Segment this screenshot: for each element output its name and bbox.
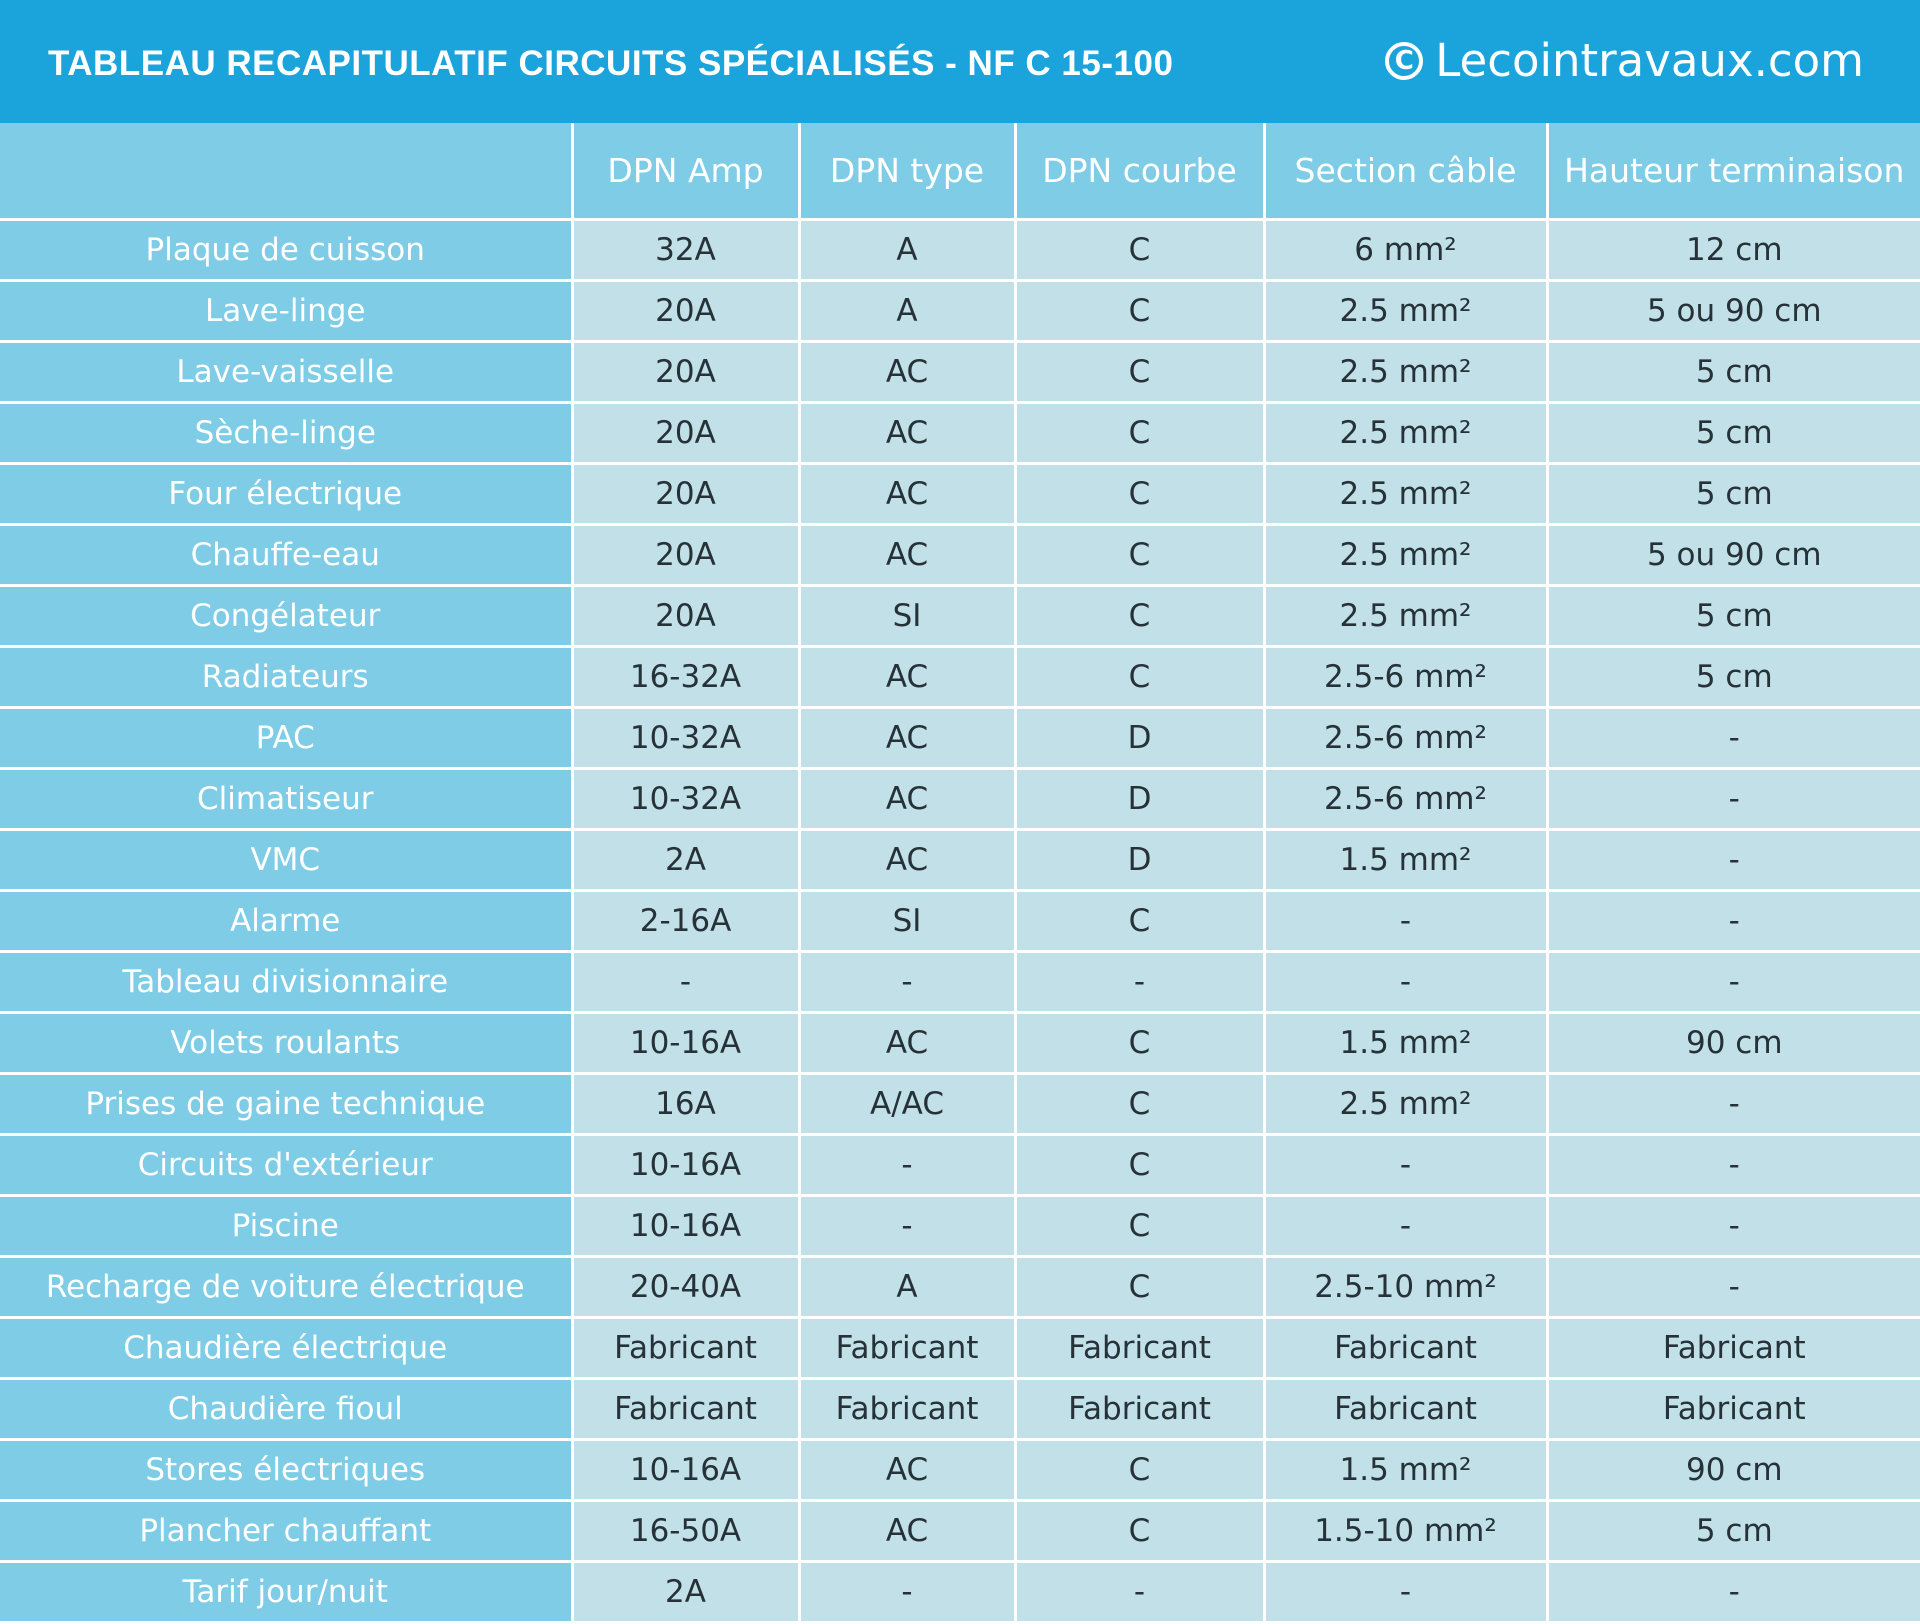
cell-dpn-courbe: C <box>1015 646 1264 707</box>
cell-section-cable: 2.5 mm² <box>1264 280 1547 341</box>
table-row <box>0 1500 1920 1561</box>
row-label: PAC <box>0 707 572 768</box>
table-row <box>0 1195 1920 1256</box>
page-title: TABLEAU RECAPITULATIF CIRCUITS SPÉCIALISÉS - NF C 15-100 <box>48 44 1174 83</box>
row-label: Sèche-linge <box>0 402 572 463</box>
cell-section-cable: Fabricant <box>1264 1317 1547 1378</box>
cell-dpn-type: - <box>799 951 1015 1012</box>
cell-hauteur-terminaison: - <box>1547 951 1920 1012</box>
cell-dpn-amp: 20A <box>572 402 799 463</box>
cell-hauteur-terminaison: 12 cm <box>1547 219 1920 280</box>
cell-dpn-type: SI <box>799 890 1015 951</box>
header-row <box>0 123 1920 219</box>
cell-dpn-courbe: C <box>1015 280 1264 341</box>
table-row <box>0 890 1920 951</box>
cell-dpn-amp: 10-16A <box>572 1195 799 1256</box>
row-label: Tableau divisionnaire <box>0 951 572 1012</box>
cell-dpn-courbe: C <box>1015 1195 1264 1256</box>
cell-dpn-amp: 20A <box>572 585 799 646</box>
table-body <box>0 219 1920 1622</box>
column-header-section-cable: Section câble <box>1264 123 1547 219</box>
cell-section-cable: 2.5 mm² <box>1264 402 1547 463</box>
cell-dpn-courbe: D <box>1015 829 1264 890</box>
cell-section-cable: 2.5 mm² <box>1264 524 1547 585</box>
cell-hauteur-terminaison: 5 cm <box>1547 402 1920 463</box>
cell-hauteur-terminaison: - <box>1547 1134 1920 1195</box>
table-row <box>0 951 1920 1012</box>
cell-hauteur-terminaison: - <box>1547 890 1920 951</box>
cell-dpn-type: - <box>799 1134 1015 1195</box>
cell-hauteur-terminaison: 5 cm <box>1547 463 1920 524</box>
cell-dpn-type: A/AC <box>799 1073 1015 1134</box>
row-label: Prises de gaine technique <box>0 1073 572 1134</box>
cell-section-cable: 1.5 mm² <box>1264 829 1547 890</box>
cell-section-cable: 6 mm² <box>1264 219 1547 280</box>
cell-dpn-amp: Fabricant <box>572 1317 799 1378</box>
cell-dpn-type: AC <box>799 402 1015 463</box>
row-label: Plaque de cuisson <box>0 219 572 280</box>
row-label: VMC <box>0 829 572 890</box>
cell-dpn-courbe: Fabricant <box>1015 1378 1264 1439</box>
table-row <box>0 524 1920 585</box>
row-label: Chaudière électrique <box>0 1317 572 1378</box>
cell-dpn-amp: 2A <box>572 1561 799 1622</box>
table-row <box>0 646 1920 707</box>
cell-hauteur-terminaison: 90 cm <box>1547 1439 1920 1500</box>
cell-dpn-courbe: C <box>1015 1500 1264 1561</box>
cell-hauteur-terminaison: - <box>1547 1073 1920 1134</box>
cell-dpn-type: A <box>799 280 1015 341</box>
row-label: Chauffe-eau <box>0 524 572 585</box>
cell-hauteur-terminaison: 5 ou 90 cm <box>1547 524 1920 585</box>
cell-dpn-amp: 32A <box>572 219 799 280</box>
table-row <box>0 402 1920 463</box>
cell-dpn-courbe: C <box>1015 463 1264 524</box>
cell-section-cable: - <box>1264 951 1547 1012</box>
column-header-dpn-courbe: DPN courbe <box>1015 123 1264 219</box>
row-label: Alarme <box>0 890 572 951</box>
cell-dpn-type: - <box>799 1195 1015 1256</box>
cell-dpn-type: AC <box>799 1500 1015 1561</box>
cell-dpn-amp: 20A <box>572 524 799 585</box>
cell-dpn-type: A <box>799 1256 1015 1317</box>
cell-section-cable: 2.5 mm² <box>1264 1073 1547 1134</box>
table-row <box>0 829 1920 890</box>
cell-dpn-courbe: C <box>1015 219 1264 280</box>
circuits-table <box>0 123 1920 1624</box>
cell-dpn-type: AC <box>799 341 1015 402</box>
cell-section-cable: 1.5 mm² <box>1264 1012 1547 1073</box>
cell-section-cable: 2.5-10 mm² <box>1264 1256 1547 1317</box>
column-header-dpn-amp: DPN Amp <box>572 123 799 219</box>
cell-dpn-courbe: C <box>1015 1073 1264 1134</box>
cell-hauteur-terminaison: - <box>1547 829 1920 890</box>
cell-dpn-amp: 20A <box>572 463 799 524</box>
row-label: Plancher chauffant <box>0 1500 572 1561</box>
table-row <box>0 1256 1920 1317</box>
cell-hauteur-terminaison: Fabricant <box>1547 1317 1920 1378</box>
cell-dpn-amp: 2A <box>572 829 799 890</box>
cell-section-cable: 2.5 mm² <box>1264 341 1547 402</box>
cell-dpn-amp: - <box>572 951 799 1012</box>
table-row <box>0 1439 1920 1500</box>
cell-dpn-type: AC <box>799 768 1015 829</box>
table-row <box>0 1317 1920 1378</box>
cell-hauteur-terminaison: - <box>1547 1561 1920 1622</box>
cell-dpn-type: AC <box>799 1439 1015 1500</box>
cell-section-cable: 1.5 mm² <box>1264 1439 1547 1500</box>
cell-dpn-type: A <box>799 219 1015 280</box>
cell-dpn-courbe: C <box>1015 341 1264 402</box>
cell-section-cable: 2.5-6 mm² <box>1264 768 1547 829</box>
cell-section-cable: - <box>1264 890 1547 951</box>
row-label: Stores électriques <box>0 1439 572 1500</box>
cell-dpn-amp: 2-16A <box>572 890 799 951</box>
cell-section-cable: 2.5-6 mm² <box>1264 707 1547 768</box>
cell-dpn-amp: 20A <box>572 280 799 341</box>
row-label: Four électrique <box>0 463 572 524</box>
table-row <box>0 707 1920 768</box>
copyright-icon: C <box>1385 42 1423 80</box>
cell-dpn-type: AC <box>799 829 1015 890</box>
cell-section-cable: - <box>1264 1195 1547 1256</box>
cell-dpn-amp: 10-16A <box>572 1012 799 1073</box>
column-header-hauteur-terminaison: Hauteur terminaison <box>1547 123 1920 219</box>
cell-dpn-courbe: - <box>1015 951 1264 1012</box>
cell-hauteur-terminaison: 5 cm <box>1547 341 1920 402</box>
cell-hauteur-terminaison: 90 cm <box>1547 1012 1920 1073</box>
cell-hauteur-terminaison: 5 cm <box>1547 585 1920 646</box>
cell-section-cable: - <box>1264 1134 1547 1195</box>
table-row <box>0 768 1920 829</box>
cell-hauteur-terminaison: 5 cm <box>1547 1500 1920 1561</box>
cell-section-cable: 1.5-10 mm² <box>1264 1500 1547 1561</box>
cell-section-cable: 2.5 mm² <box>1264 463 1547 524</box>
cell-hauteur-terminaison: - <box>1547 1195 1920 1256</box>
row-label: Chaudière fioul <box>0 1378 572 1439</box>
cell-dpn-courbe: C <box>1015 1134 1264 1195</box>
cell-hauteur-terminaison: Fabricant <box>1547 1378 1920 1439</box>
row-label: Congélateur <box>0 585 572 646</box>
table-row <box>0 1378 1920 1439</box>
cell-dpn-courbe: D <box>1015 768 1264 829</box>
row-label: Lave-vaisselle <box>0 341 572 402</box>
column-header-dpn-type: DPN type <box>799 123 1015 219</box>
cell-dpn-type: - <box>799 1561 1015 1622</box>
cell-dpn-amp: 16A <box>572 1073 799 1134</box>
cell-dpn-courbe: C <box>1015 1439 1264 1500</box>
row-label: Volets roulants <box>0 1012 572 1073</box>
cell-section-cable: 2.5-6 mm² <box>1264 646 1547 707</box>
cell-hauteur-terminaison: 5 ou 90 cm <box>1547 280 1920 341</box>
cell-dpn-amp: 10-32A <box>572 707 799 768</box>
cell-dpn-courbe: D <box>1015 707 1264 768</box>
cell-dpn-amp: 10-32A <box>572 768 799 829</box>
table-row <box>0 280 1920 341</box>
cell-dpn-type: AC <box>799 646 1015 707</box>
row-label: Climatiseur <box>0 768 572 829</box>
cell-dpn-courbe: C <box>1015 585 1264 646</box>
cell-dpn-amp: 20-40A <box>572 1256 799 1317</box>
cell-dpn-type: AC <box>799 1012 1015 1073</box>
cell-dpn-type: SI <box>799 585 1015 646</box>
cell-section-cable: 2.5 mm² <box>1264 585 1547 646</box>
row-label: Radiateurs <box>0 646 572 707</box>
row-label: Circuits d'extérieur <box>0 1134 572 1195</box>
cell-dpn-amp: 10-16A <box>572 1439 799 1500</box>
row-label: Piscine <box>0 1195 572 1256</box>
row-label: Recharge de voiture électrique <box>0 1256 572 1317</box>
table-row <box>0 463 1920 524</box>
cell-dpn-courbe: C <box>1015 524 1264 585</box>
cell-hauteur-terminaison: 5 cm <box>1547 646 1920 707</box>
cell-dpn-courbe: C <box>1015 1256 1264 1317</box>
table-row <box>0 1012 1920 1073</box>
cell-section-cable: Fabricant <box>1264 1378 1547 1439</box>
cell-hauteur-terminaison: - <box>1547 768 1920 829</box>
cell-dpn-courbe: Fabricant <box>1015 1317 1264 1378</box>
cell-dpn-type: AC <box>799 524 1015 585</box>
table-row <box>0 1134 1920 1195</box>
cell-hauteur-terminaison: - <box>1547 1256 1920 1317</box>
table-row <box>0 1073 1920 1134</box>
brand-name: Lecointravaux.com <box>1435 34 1864 87</box>
cell-dpn-type: Fabricant <box>799 1378 1015 1439</box>
cell-hauteur-terminaison: - <box>1547 707 1920 768</box>
cell-dpn-courbe: - <box>1015 1561 1264 1622</box>
cell-dpn-courbe: C <box>1015 1012 1264 1073</box>
table-row <box>0 341 1920 402</box>
row-label: Lave-linge <box>0 280 572 341</box>
cell-dpn-amp: 16-50A <box>572 1500 799 1561</box>
table-row <box>0 585 1920 646</box>
cell-dpn-amp: 16-32A <box>572 646 799 707</box>
cell-dpn-courbe: C <box>1015 402 1264 463</box>
cell-dpn-type: AC <box>799 707 1015 768</box>
header-banner <box>0 0 1920 123</box>
row-label: Tarif jour/nuit <box>0 1561 572 1622</box>
cell-dpn-type: AC <box>799 463 1015 524</box>
brand <box>1385 34 1864 87</box>
cell-section-cable: - <box>1264 1561 1547 1622</box>
cell-dpn-courbe: C <box>1015 890 1264 951</box>
cell-dpn-type: Fabricant <box>799 1317 1015 1378</box>
table-row <box>0 219 1920 280</box>
cell-dpn-amp: Fabricant <box>572 1378 799 1439</box>
cell-dpn-amp: 20A <box>572 341 799 402</box>
column-header-circuit <box>0 123 572 219</box>
cell-dpn-amp: 10-16A <box>572 1134 799 1195</box>
table-row <box>0 1561 1920 1622</box>
